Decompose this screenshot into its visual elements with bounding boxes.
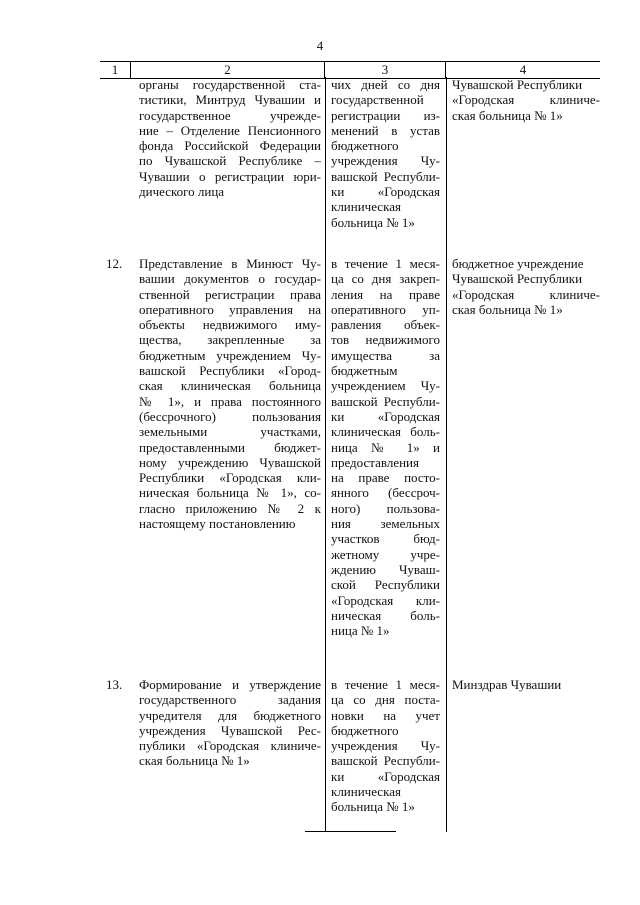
text-line: клиническая боль- xyxy=(331,424,440,440)
text-line: ному учреждению Чувашской xyxy=(139,454,321,470)
text-line: клиническая xyxy=(331,784,401,800)
text-line: ления на праве xyxy=(331,286,440,302)
row-13-col2 xyxy=(139,677,321,769)
text-line: регистрации из- xyxy=(331,107,440,123)
header-col-2: 2 xyxy=(131,62,325,78)
text-line: ница № 1» и xyxy=(331,439,440,455)
text-line: ская клиническая больница xyxy=(139,378,321,394)
text-line: предоставления xyxy=(331,454,419,470)
text-line: ния земельных xyxy=(331,516,440,532)
text-line: предоставленными бюджет- xyxy=(139,439,321,455)
text-line: «Городская клиниче- xyxy=(452,92,600,108)
text-line: государственное учрежде- xyxy=(139,107,321,123)
text-line: вашии документов о государ- xyxy=(139,271,321,287)
text-line: настоящему постановлению xyxy=(139,516,296,532)
text-line: органы государственной ста- xyxy=(139,77,321,92)
text-line: земельными участками, xyxy=(139,424,321,440)
text-line: бюджетным xyxy=(331,363,398,379)
text-line: государственной xyxy=(331,92,424,108)
text-line: учреждения Чу- xyxy=(331,738,440,754)
text-line: ская больница № 1» xyxy=(452,107,563,123)
text-line: ца со дня поста- xyxy=(331,692,440,708)
text-line: ного) пользова- xyxy=(331,500,440,516)
continuation-col4 xyxy=(452,77,600,123)
text-line: учреждения Чувашской Рес- xyxy=(139,722,321,738)
text-line: ническая боль- xyxy=(331,607,440,623)
text-line: учреждением Чу- xyxy=(331,378,440,394)
text-line: вашской Республи- xyxy=(331,753,440,769)
text-line: больница № 1» xyxy=(331,214,415,230)
text-line: участков бюд- xyxy=(331,531,440,547)
continuation-col2 xyxy=(139,77,321,199)
text-line: учреждения Чу- xyxy=(331,153,440,169)
row-13-col4 xyxy=(452,677,600,692)
text-line: жетному учре- xyxy=(331,546,440,562)
continuation-col3 xyxy=(331,77,440,230)
text-line: «Городская кли- xyxy=(331,592,440,608)
text-line: учредителя для бюджетного xyxy=(139,707,321,723)
text-line: тистики, Минтруд Чувашии и xyxy=(139,92,321,108)
text-line: Чувашской Республики xyxy=(452,77,583,92)
text-line: Чувашской Республики xyxy=(452,271,583,287)
text-line: ской Республики xyxy=(331,577,440,593)
row-12-col4 xyxy=(452,256,600,317)
text-line: ки «Городская xyxy=(331,184,440,200)
text-line: по Чувашской Республике – xyxy=(139,153,321,169)
text-line: имущества за xyxy=(331,347,440,363)
text-line: ки «Городская xyxy=(331,408,440,424)
text-line: ница № 1» xyxy=(331,623,390,639)
text-line: вашской Республи- xyxy=(331,168,440,184)
row-12-col3 xyxy=(331,256,440,638)
text-line: ская больница № 1» xyxy=(139,753,250,769)
text-line: Республики «Городская кли- xyxy=(139,470,321,486)
text-line: бюджетное учреждение xyxy=(452,256,584,271)
column-divider-2-3 xyxy=(325,77,326,832)
text-line: ская больница № 1» xyxy=(452,301,563,317)
text-line: на праве посто- xyxy=(331,470,440,486)
text-line: (бессрочного) пользования xyxy=(139,408,321,424)
text-line: ки «Городская xyxy=(331,768,440,784)
text-line: бюджетного xyxy=(331,138,399,154)
row-13-col3 xyxy=(331,677,440,815)
text-line: в течение 1 меся- xyxy=(331,677,440,692)
text-line: больница № 1» xyxy=(331,799,415,815)
text-line: публики «Городская клиниче- xyxy=(139,738,321,754)
end-rule xyxy=(305,831,396,832)
text-line: Чувашии о регистрации юри- xyxy=(139,168,321,184)
text-line: гласно приложению № 2 к xyxy=(139,500,321,516)
text-line: клиническая xyxy=(331,199,401,215)
text-line: в течение 1 меся- xyxy=(331,256,440,271)
text-line: чих дней со дня xyxy=(331,77,440,92)
text-line: оперативного управления на xyxy=(139,301,321,317)
text-line: менений в устав xyxy=(331,122,440,138)
text-line: «Городская клиниче- xyxy=(452,286,600,302)
text-line: государственного задания xyxy=(139,692,321,708)
text-line: новки на учет xyxy=(331,707,440,723)
row-12-number: 12. xyxy=(106,256,123,271)
text-line: ца со дня закреп- xyxy=(331,271,440,287)
header-col-4: 4 xyxy=(519,62,527,77)
text-line: вашской Республики «Город- xyxy=(139,363,321,379)
text-line: ственной регистрации права xyxy=(139,286,321,302)
text-line: равления объек- xyxy=(331,317,440,333)
text-line: щества, закрепленные за xyxy=(139,332,321,348)
text-line: вашской Республи- xyxy=(331,393,440,409)
text-line: фонда Российской Федерации xyxy=(139,138,321,154)
text-line: ние – Отделение Пенсионного xyxy=(139,122,321,138)
page-number: 4 xyxy=(316,38,324,53)
text-line: ническая больница № 1», со- xyxy=(139,485,321,501)
text-line: Представление в Минюст Чу- xyxy=(139,256,321,271)
row-12-col2 xyxy=(139,256,321,531)
column-divider-3-4 xyxy=(446,77,447,832)
text-line: бюджетного xyxy=(331,722,399,738)
text-line: дического лица xyxy=(139,184,225,200)
text-line: Минздрав Чувашии xyxy=(452,677,562,692)
text-line: № 1», и права постоянного xyxy=(139,393,321,409)
row-13-number: 13. xyxy=(106,677,123,692)
text-line: объекты недвижимого иму- xyxy=(139,317,321,333)
text-line: ждению Чуваш- xyxy=(331,561,440,577)
text-line: тов недвижимого xyxy=(331,332,440,348)
text-line: оперативного уп- xyxy=(331,301,440,317)
text-line: Формирование и утверждение xyxy=(139,677,321,692)
text-line: янного (бессроч- xyxy=(331,485,440,501)
header-col-1: 1 xyxy=(100,62,131,78)
text-line: бюджетным учреждением Чу- xyxy=(139,347,321,363)
header-col-3: 3 xyxy=(325,62,446,78)
